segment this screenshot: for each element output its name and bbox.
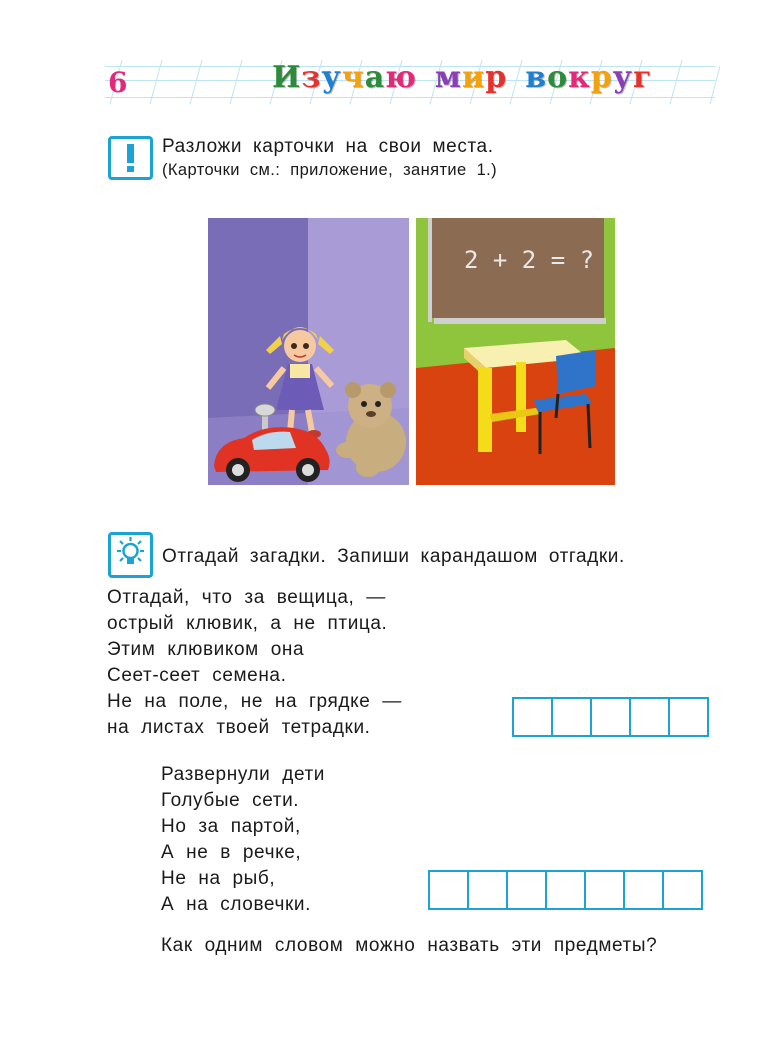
answer-cell[interactable]: [506, 870, 547, 910]
title-letter: з: [301, 60, 322, 95]
riddle-line: Этим клювиком она: [107, 639, 305, 660]
answer-cell[interactable]: [629, 697, 670, 737]
answer-cell[interactable]: [623, 870, 664, 910]
title-word: [435, 60, 507, 95]
title-letter: а: [364, 60, 386, 95]
title-letter: ю: [385, 60, 417, 95]
answer-cell[interactable]: [551, 697, 592, 737]
riddle-line: на листах твоей тетрадки.: [107, 717, 371, 738]
blackboard-equation: 2 + 2 = ?: [464, 246, 595, 274]
title-letter: г: [632, 60, 653, 95]
riddle2-answer-grid[interactable]: [428, 870, 703, 910]
answer-cell[interactable]: [428, 870, 469, 910]
task1-note: (Карточки см.: приложение, занятие 1.): [162, 161, 498, 179]
riddle-line: А не в речке,: [161, 842, 302, 863]
answer-cell[interactable]: [512, 697, 553, 737]
title-letter: к: [568, 60, 591, 95]
page-title: [272, 60, 652, 95]
answer-cell[interactable]: [662, 870, 703, 910]
riddle-line: Сеет-сеет семена.: [107, 665, 287, 686]
title-letter: ч: [341, 60, 365, 95]
title-word: [272, 60, 417, 95]
title-letter: у: [612, 60, 633, 95]
title-letter: р: [485, 60, 508, 95]
task2-instruction: Отгадай загадки. Запиши карандашом отгадки.: [162, 546, 625, 567]
answer-cell[interactable]: [590, 697, 631, 737]
title-letter: в: [525, 60, 548, 95]
lightbulb-icon: [108, 532, 153, 578]
riddle-line: Голубые сети.: [161, 790, 300, 811]
answer-cell[interactable]: [584, 870, 625, 910]
title-letter: о: [547, 60, 569, 95]
riddle2-poem: [161, 762, 325, 918]
task1-instruction: Разложи карточки на свои места.: [162, 136, 494, 157]
riddle-line: Отгадай, что за вещица, —: [107, 587, 386, 608]
page-number: 6: [108, 66, 128, 99]
illustration-classroom: [416, 218, 615, 485]
title-letter: м: [434, 60, 462, 95]
riddle-line: Развернули дети: [161, 764, 326, 785]
illustration-toys-room: [208, 218, 409, 485]
title-letter: р: [590, 60, 613, 95]
answer-cell[interactable]: [668, 697, 709, 737]
final-question: Как одним словом можно назвать эти предметы?: [161, 935, 658, 956]
title-letter: и: [461, 60, 486, 95]
title-letter: И: [272, 60, 302, 95]
answer-cell[interactable]: [467, 870, 508, 910]
riddle-line: Но за партой,: [161, 816, 301, 837]
riddle1-poem: [107, 585, 402, 741]
title-letter: у: [321, 60, 342, 95]
riddle-line: Не на рыб,: [161, 868, 276, 889]
answer-cell[interactable]: [545, 870, 586, 910]
riddle-line: Не на поле, не на грядке —: [107, 691, 402, 712]
title-word: [525, 60, 652, 95]
riddle-line: А на словечки.: [161, 894, 311, 915]
riddle-line: острый клювик, а не птица.: [107, 613, 388, 634]
riddle1-answer-grid[interactable]: [512, 697, 709, 737]
exclamation-icon: [108, 136, 153, 180]
